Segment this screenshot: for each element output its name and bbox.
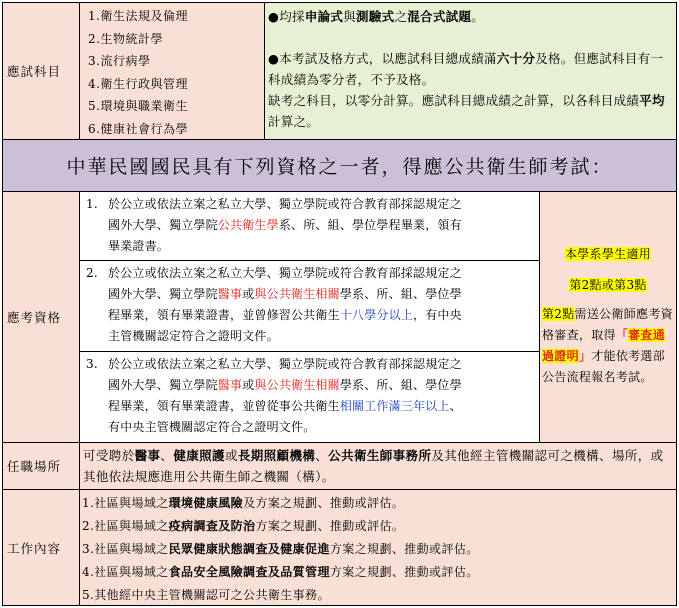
- qualifications-label: [2, 191, 80, 443]
- absent-rule: 缺考之科目，以零分計算。應試科目總成績之計算，以各科目成績平均計算之。: [268, 93, 665, 129]
- workplace-label-text: 任職場所: [7, 459, 62, 474]
- note-detail: 第2點需送公衛師應考資格審查，取得「審查通過證明」才能依考選部公告流程報名考試。: [542, 307, 673, 384]
- qualifications-label-text: 應考資格: [7, 310, 62, 325]
- subject-item: 4.衛生行政與管理: [88, 76, 188, 91]
- workplace-desc: 可受聘於醫事、健康照護或長期照顧機構、公共衛生師事務所及其他經主管機關認可之機構、場所，或其他依法規應進用公共衛生師之機關（構）。: [79, 442, 677, 490]
- workplace-label: [2, 442, 80, 490]
- subject-item: 6.健康社會行為學: [88, 121, 188, 136]
- work-list: [79, 489, 677, 606]
- subjects-label: [2, 2, 80, 140]
- subject-item: 2.生物統計學: [88, 31, 163, 46]
- subject-item: 3.流行病學: [88, 54, 151, 68]
- work-item: 2.社區與場域之疫病調查及防治方案之規劃、推動或評估。: [82, 519, 405, 533]
- work-label: [2, 489, 80, 606]
- note-points: 第2點或第3點: [569, 278, 647, 292]
- qualification-banner: [2, 139, 677, 192]
- subject-item: 5.環境與職業衛生: [88, 99, 188, 113]
- work-item: 4.社區與場域之食品安全風險調查及品質管理方案之規劃、推動或評估。: [82, 565, 479, 579]
- exam-rules: [264, 2, 677, 140]
- subject-item: 1.衛生法規及倫理: [88, 9, 188, 23]
- work-item: 3.社區與場域之民眾健康狀態調查及健康促進方案之規劃、推動或評估。: [82, 542, 479, 556]
- pass-rule: ●本考試及格方式，以應試科目總成績滿六十分及格。但應試科目有一科成績為零分者，不予及格。: [268, 51, 664, 87]
- note-applicable: 本學系學生適用: [564, 247, 652, 261]
- qualification-item-2: 2. 於公立或依法立案之私立大學、獨立學院或符合教育部採認規定之 國外大學、獨立學院醫事或與公共衛生相關學系、所、組、學位學 程畢業，領有畢業證書，並曾修習公共衛生十八學分以上，有中央 主管機關認定符合之證明文件。: [79, 260, 540, 352]
- work-item: 5.其他經中央主管機關認可之公共衛生事務。: [82, 588, 330, 602]
- student-note: [539, 191, 677, 443]
- exam-format: ●均採申論式與測驗式之混合式試題。: [268, 9, 485, 24]
- subjects-label-text: 應試科目: [7, 64, 62, 79]
- work-item: 1.社區與場域之環境健康風險及方案之規劃、推動或評估。: [82, 496, 405, 510]
- qualification-item-3: 3. 於公立或依法立案之私立大學、獨立學院或符合教育部採認規定之 國外大學、獨立學院醫事或與公共衛生相關學系、所、組、學位學 程畢業，領有畢業證書，並曾從事公共衛生相關工作滿三年以上、 有中央主管機關認定符合之證明文件。: [79, 351, 540, 443]
- subjects-list: [79, 2, 265, 140]
- work-label-text: 工作內容: [7, 540, 62, 556]
- qualification-item-1: 1. 於公立或依法立案之私立大學、獨立學院或符合教育部採認規定之 國外大學、獨立學院公共衛生學系、所、組、學位學程畢業，領有 畢業證書。: [79, 191, 540, 261]
- banner-text: 中華民國國民具有下列資格之一者，得應公共衛生師考試：: [66, 156, 613, 178]
